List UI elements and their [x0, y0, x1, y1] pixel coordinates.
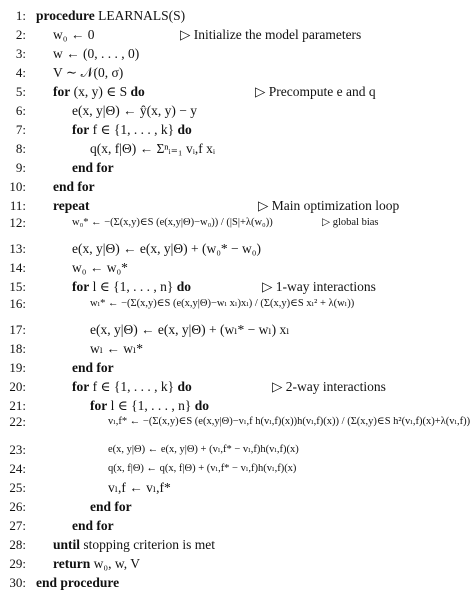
algorithm-comment: ▷ Main optimization loop: [258, 198, 400, 213]
line-number: 19:: [9, 360, 26, 375]
algorithm-statement: wₗ ← wₗ*: [90, 341, 144, 356]
algorithm-statement: for f ∈ {1, . . . , k} do: [72, 122, 192, 137]
line-number: 24:: [9, 461, 26, 476]
algorithm-line: [0, 535, 425, 554]
line-number: 3:: [15, 46, 26, 61]
line-number: 7:: [15, 122, 26, 137]
algorithm-statement: for (x, y) ∈ S do: [53, 84, 145, 99]
algorithm-statement: for f ∈ {1, . . . , k} do: [72, 379, 192, 394]
line-number: 1:: [15, 8, 26, 23]
algorithm-line: [0, 516, 425, 535]
line-number: 11:: [9, 198, 26, 213]
algorithm-line: [0, 497, 425, 516]
algorithm-statement: end for: [90, 499, 132, 514]
algorithm-line: [0, 258, 425, 277]
algorithm-statement: end for: [53, 179, 95, 194]
algorithm-statement: w₀* ← −(Σ(x,y)∈S (e(x,y|Θ)−w₀)) / (|S|+λ(w₀)): [72, 217, 273, 228]
algorithm-statement: q(x, f|Θ) ← q(x, f|Θ) + (vₗ,f* − vₗ,f)h(vₗ,f)(x): [108, 463, 297, 474]
algorithm-statement: q(x, f|Θ) ← Σⁿᵢ₌₁ vᵢ,f xᵢ: [90, 141, 216, 156]
line-number: 2:: [15, 27, 26, 42]
line-number: 30:: [9, 575, 26, 590]
line-number: 5:: [15, 84, 26, 99]
line-number: 6:: [15, 103, 26, 118]
algorithm-line: [0, 573, 425, 592]
line-number: 4:: [15, 65, 26, 80]
line-number: 12:: [9, 215, 26, 230]
line-number: 9:: [15, 160, 26, 175]
algorithm-line: [0, 82, 425, 101]
algorithm-line: [0, 358, 425, 377]
algorithm-statement: e(x, y|Θ) ← e(x, y|Θ) + (w₀* − w₀): [72, 241, 261, 256]
algorithm-line: [0, 239, 425, 258]
algorithm-statement: V ∼ 𝒩(0, σ): [53, 65, 124, 80]
line-number: 26:: [9, 499, 26, 514]
algorithm-statement: end for: [72, 518, 114, 533]
algorithm-comment: ▷ global bias: [322, 217, 379, 228]
algorithm-statement: vₗ,f* ← −(Σ(x,y)∈S (e(x,y|Θ)−vₗ,f h(vₗ,f)(x))h(vₗ,f)(x)) / (Σ(x,y)∈S h²(vₗ,f)(x)+λ(vₗ,f)): [108, 416, 470, 427]
line-number: 23:: [9, 442, 26, 457]
algorithm-line: [0, 25, 425, 44]
line-number: 10:: [9, 179, 26, 194]
algorithm-statement: w ← (0, . . . , 0): [53, 46, 140, 61]
line-number: 17:: [9, 322, 26, 337]
algorithm-statement: wₗ* ← −(Σ(x,y)∈S (e(x,y|Θ)−wₗ xₗ)xₗ) / (Σ(x,y)∈S xₗ² + λ(wₗ)): [90, 298, 355, 309]
line-number: 14:: [9, 260, 26, 275]
algorithm-line: [0, 554, 425, 573]
algorithm-comment: ▷ 1-way interactions: [262, 279, 376, 294]
algorithm-comment: ▷ Initialize the model parameters: [180, 27, 362, 42]
line-number: 21:: [9, 398, 26, 413]
algorithm-line: [0, 412, 470, 431]
line-number: 18:: [9, 341, 26, 356]
algorithm-line: [0, 440, 425, 459]
algorithm-statement: w₀ ← w₀*: [72, 260, 128, 275]
algorithm-statement: e(x, y|Θ) ← ŷ(x, y) − y: [72, 103, 198, 118]
line-number: 29:: [9, 556, 26, 571]
algorithm-line: [0, 158, 425, 177]
algorithm-statement: end procedure: [36, 575, 120, 590]
algorithm-line: [0, 120, 425, 139]
algorithm-statement: w₀ ← 0: [53, 27, 95, 42]
algorithm-comment: ▷ Precompute e and q: [255, 84, 376, 99]
algorithm-statement: for l ∈ {1, . . . , n} do: [90, 398, 209, 413]
algorithm-statement: return w₀, w, V: [53, 556, 140, 571]
algorithm-statement: end for: [72, 160, 114, 175]
algorithm-statement: e(x, y|Θ) ← e(x, y|Θ) + (vₗ,f* − vₗ,f)h(vₗ,f)(x): [108, 444, 299, 455]
algorithm-statement: procedure LEARNALS(S): [36, 8, 186, 23]
line-number: 15:: [9, 279, 26, 294]
algorithm-line: [0, 294, 425, 313]
algorithm-statement: e(x, y|Θ) ← e(x, y|Θ) + (wₗ* − wₗ) xₗ: [90, 322, 290, 337]
algorithm-statement: for l ∈ {1, . . . , n} do: [72, 279, 191, 294]
algorithm-line: [0, 63, 425, 82]
line-number: 27:: [9, 518, 26, 533]
line-number: 8:: [15, 141, 26, 156]
algorithm-line: [0, 213, 425, 232]
algorithm-line: [0, 177, 425, 196]
algorithm-line: [0, 6, 425, 25]
algorithm-line: [0, 139, 425, 158]
algorithm-line: [0, 44, 425, 63]
line-number: 13:: [9, 241, 26, 256]
line-number: 28:: [9, 537, 26, 552]
algorithm-statement: repeat: [53, 198, 90, 213]
algorithm-statement: end for: [72, 360, 114, 375]
algorithm-line: [0, 459, 425, 478]
algorithm-statement: vₗ,f ← vₗ,f*: [108, 480, 171, 495]
algorithm-line: [0, 101, 425, 120]
line-number: 22:: [9, 414, 26, 429]
algorithm-line: [0, 377, 425, 396]
line-number: 20:: [9, 379, 26, 394]
algorithm-statement: until stopping criterion is met: [53, 537, 215, 552]
line-number: 25:: [9, 480, 26, 495]
algorithm-line: [0, 320, 425, 339]
algorithm-line: [0, 478, 425, 497]
algorithm-line: [0, 339, 425, 358]
algorithm-comment: ▷ 2-way interactions: [272, 379, 386, 394]
line-number: 16:: [9, 296, 26, 311]
